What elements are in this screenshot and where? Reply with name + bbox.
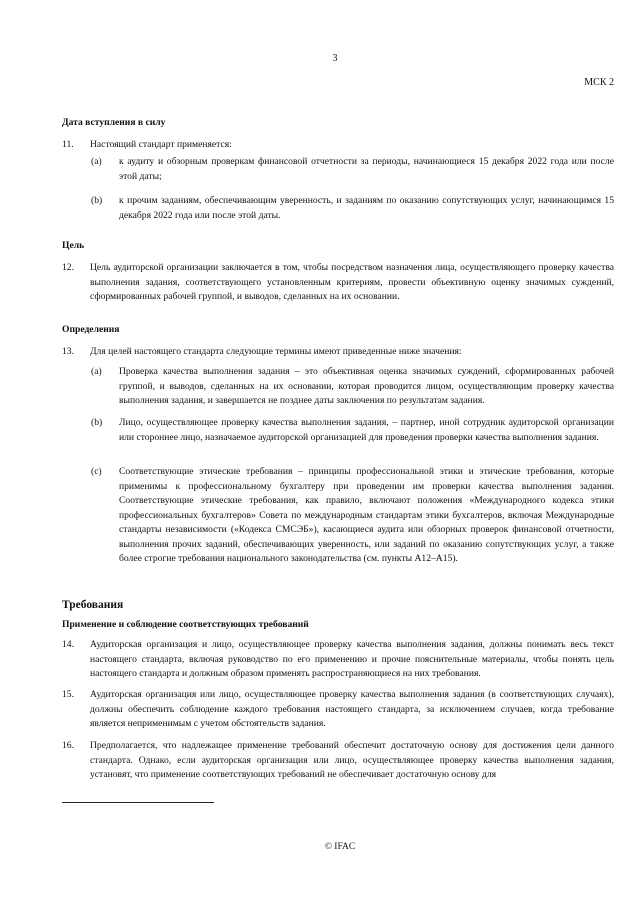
heading-requirements: Требования xyxy=(62,599,124,611)
subheading-application: Применение и соблюдение соответствующих требований xyxy=(62,619,309,630)
para-number-15: 15. xyxy=(62,689,74,700)
item-13c-letter: (c) xyxy=(91,466,102,477)
item-13a-text: Проверка качества выполнения задания – это объективная оценка значимых суждений, сформированных рабочей группой, и выводов, сделанных на их основании, которая проводится лицом, осуществляющим проверку качества выполнения задания, и завершается не позднее даты заключения по результатам задания. xyxy=(119,366,614,406)
footer-copyright: © IFAC xyxy=(324,842,356,852)
para-15-text: Аудиторская организация или лицо, осуществляющее проверку качества выполнения задания (в соответствующих случаях), должны обеспечить соблюдение каждого требования настоящего стандарта, за исключением случаев, когда требование является неприменимым с учетом обстоятельств задания. xyxy=(90,689,614,729)
footnote-separator xyxy=(62,802,214,803)
item-11b-letter: (b) xyxy=(91,195,103,206)
item-11a-letter: (a) xyxy=(91,156,102,167)
heading-definitions: Определения xyxy=(62,324,120,335)
para-number-14: 14. xyxy=(62,639,74,650)
heading-objective: Цель xyxy=(62,240,85,251)
para-number-16: 16. xyxy=(62,740,74,751)
item-13c-text: Соответствующие этические требования – принципы профессиональной этики и этические требования, которые применимы к профессиональному бухгалтеру при проведении им проверки качества выполнения задания. Соответствующие этические требования, как правило, включают положения «Международного кодекса этики профессиональных бухгалтеров» Совета по международным стандартам этики бухгалтеров, включая Международные стандарты независимости («Кодекса СМСЭБ»), касающиеся аудита или обзорных проверок финансовой отчетности, выполнения прочих заданий, обеспечивающих уверенность, или заданий по оказанию сопутствующих услуг, а также более строгие требования национального законодательства (см. пункты А12–А15). xyxy=(119,466,614,564)
page-number: 3 xyxy=(332,53,338,64)
para-12-text: Цель аудиторской организации заключается в том, чтобы посредством назначения лица, осуществляющего проверку качества выполнения задания, соответствующего установленным критериям, провести объективную оценку значимых суждений, сформированных рабочей группой, и выводов, сделанных на их основании. xyxy=(90,262,614,302)
item-11a-text: к аудиту и обзорным проверкам финансовой отчетности за периоды, начинающиеся 15 декабря 2022 года или после этой даты; xyxy=(119,156,614,182)
item-13b-letter: (b) xyxy=(91,417,103,428)
para-number-13: 13. xyxy=(62,346,74,357)
para-number-11: 11. xyxy=(62,139,74,150)
item-13b-text: Лицо, осуществляющее проверку качества выполнения задания, – партнер, иной сотрудник аудиторской организации или стороннее лицо, назначаемое аудиторской организацией для проведения проверки качества выполнения задания. xyxy=(119,417,614,443)
heading-effective-date: Дата вступления в силу xyxy=(62,117,166,128)
document-code: МСК 2 xyxy=(584,77,614,88)
item-13a-letter: (a) xyxy=(91,366,102,377)
para-number-12: 12. xyxy=(62,262,74,273)
para-13-text: Для целей настоящего стандарта следующие термины имеют приведенные ниже значения: xyxy=(90,346,462,357)
item-11b-text: к прочим заданиям, обеспечивающим уверенность, и заданиям по оказанию сопутствующих услуг, начинающимся 15 декабря 2022 года или после этой даты. xyxy=(119,195,614,221)
para-11-text: Настоящий стандарт применяется: xyxy=(90,139,232,150)
para-14-text: Аудиторская организация и лицо, осуществляющее проверку качества выполнения задания, должны понимать весь текст настоящего стандарта, включая руководство по его применению и прочие пояснительные материалы, чтобы понять цель настоящего стандарта и должным образом применять распространяющиеся на них требования. xyxy=(90,639,614,679)
para-16-text: Предполагается, что надлежащее применение требований обеспечит достаточную основу для достижения цели данного стандарта. Однако, если аудиторская организация или лицо, осуществляющее проверку качества выполнения задания, установят, что применение соответствующих требований не обеспечивает достаточную основу для xyxy=(90,740,614,780)
